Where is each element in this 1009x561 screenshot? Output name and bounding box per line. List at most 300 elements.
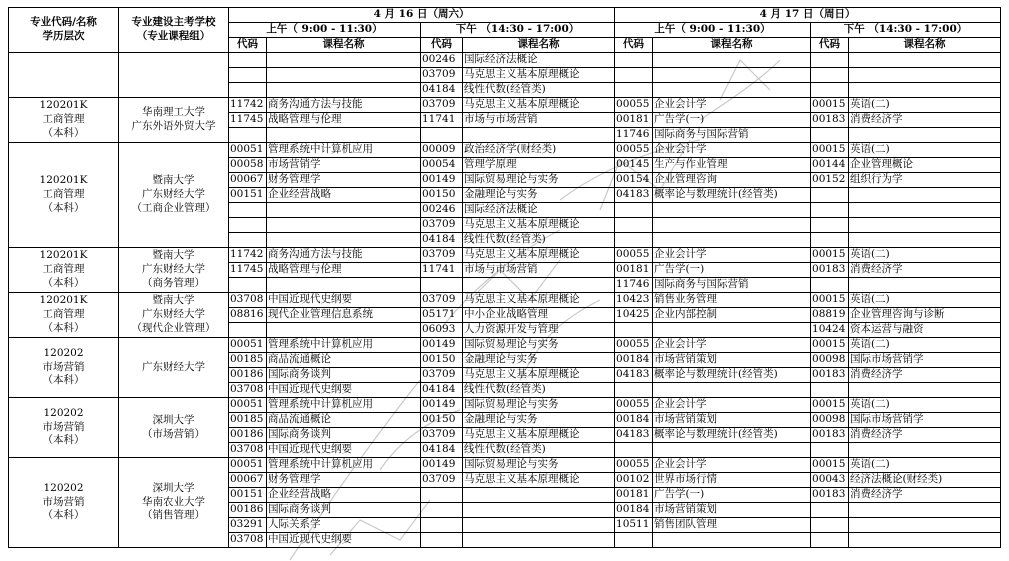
- course-code-cell: 00051: [229, 338, 267, 353]
- course-name-cell: 政治经济学(财经类): [463, 143, 615, 158]
- course-name-cell: 马克思主义基本原理概论: [463, 98, 615, 113]
- course-code-cell: [229, 233, 267, 248]
- course-header: 课程名称: [849, 38, 1001, 53]
- course-name-cell: 消费经济学: [849, 263, 1001, 278]
- course-code-cell: 10511: [615, 518, 653, 533]
- course-code-cell: 03708: [229, 533, 267, 548]
- course-code-cell: 03709: [421, 473, 463, 488]
- course-code-cell: 06093: [421, 323, 463, 338]
- course-code-cell: 00015: [811, 248, 849, 263]
- course-name-cell: [849, 443, 1001, 458]
- course-code-cell: 00151: [229, 188, 267, 203]
- course-name-cell: 线性代数(经管类): [463, 83, 615, 98]
- course-name-cell: 马克思主义基本原理概论: [463, 218, 615, 233]
- code-header: 代码: [811, 38, 849, 53]
- school-line: 华南农业大学: [142, 495, 205, 508]
- major-cell: [9, 98, 119, 143]
- course-code-cell: [811, 203, 849, 218]
- course-code-cell: 04183: [615, 368, 653, 383]
- course-code-cell: 11745: [229, 113, 267, 128]
- course-code-cell: 03709: [421, 368, 463, 383]
- course-name-cell: 市场营销策划: [653, 413, 811, 428]
- course-name-cell: 国际贸易理论与实务: [463, 173, 615, 188]
- course-name-cell: 销售团队管理: [653, 518, 811, 533]
- course-name-cell: 企业管理咨询: [653, 173, 811, 188]
- course-code-cell: [421, 278, 463, 293]
- course-code-cell: 00150: [421, 188, 463, 203]
- school-line: （现代企业管理）: [131, 321, 216, 334]
- course-name-cell: 金融理论与实务: [463, 188, 615, 203]
- major-line: 120201K: [39, 99, 88, 112]
- course-code-cell: 11742: [229, 98, 267, 113]
- course-name-cell: 概率论与数理统计(经管类): [653, 368, 811, 383]
- course-name-cell: 市场营销策划: [653, 503, 811, 518]
- course-code-cell: 00015: [811, 143, 849, 158]
- course-name-cell: 市场与市场营销: [463, 113, 615, 128]
- course-code-cell: 00145: [615, 158, 653, 173]
- table-row: [9, 338, 1001, 353]
- school-line: 深圳大学: [152, 481, 195, 494]
- course-name-cell: [267, 53, 421, 68]
- course-code-cell: 00183: [811, 368, 849, 383]
- course-name-cell: 线性代数(经管类): [463, 383, 615, 398]
- major-line: 工商管理: [42, 113, 85, 126]
- course-code-cell: 00015: [811, 338, 849, 353]
- major-cell: [9, 338, 119, 398]
- course-name-cell: [849, 128, 1001, 143]
- course-name-cell: [653, 533, 811, 548]
- major-line: 工商管理: [42, 188, 85, 201]
- course-code-cell: [811, 503, 849, 518]
- course-code-cell: 00009: [421, 143, 463, 158]
- course-name-cell: 管理系统中计算机应用: [267, 398, 421, 413]
- course-code-cell: 00144: [811, 158, 849, 173]
- course-name-cell: 马克思主义基本原理概论: [463, 473, 615, 488]
- course-name-cell: [849, 203, 1001, 218]
- course-name-cell: 英语(二): [849, 143, 1001, 158]
- course-code-cell: 00055: [615, 338, 653, 353]
- course-code-cell: [229, 278, 267, 293]
- course-name-cell: [849, 533, 1001, 548]
- course-code-cell: 03291: [229, 518, 267, 533]
- table-row: [9, 248, 1001, 263]
- course-code-cell: 00183: [811, 263, 849, 278]
- course-name-cell: 线性代数(经管类): [463, 443, 615, 458]
- school-line: 广东财经大学: [142, 360, 205, 373]
- course-code-cell: [615, 203, 653, 218]
- course-code-cell: [811, 518, 849, 533]
- course-code-cell: 00185: [229, 413, 267, 428]
- major-line: （本科）: [42, 509, 85, 522]
- course-header: 课程名称: [653, 38, 811, 53]
- course-name-cell: 消费经济学: [849, 368, 1001, 383]
- major-line: 120202: [43, 406, 84, 419]
- course-code-cell: 00152: [811, 173, 849, 188]
- course-name-cell: 世界市场行情: [653, 473, 811, 488]
- course-code-cell: 03709: [421, 428, 463, 443]
- course-code-cell: 00054: [421, 158, 463, 173]
- table-row: [9, 458, 1001, 473]
- course-name-cell: 国际经济法概论: [463, 203, 615, 218]
- course-name-cell: 马克思主义基本原理概论: [463, 293, 615, 308]
- course-code-cell: 04184: [421, 233, 463, 248]
- course-name-cell: 中国近现代史纲要: [267, 533, 421, 548]
- course-name-cell: 管理系统中计算机应用: [267, 338, 421, 353]
- course-code-cell: 00183: [811, 488, 849, 503]
- course-name-cell: [463, 278, 615, 293]
- course-name-cell: [653, 383, 811, 398]
- course-code-cell: 00015: [811, 98, 849, 113]
- course-header: 课程名称: [267, 38, 421, 53]
- course-code-cell: 00184: [615, 353, 653, 368]
- course-code-cell: 00015: [811, 458, 849, 473]
- course-name-cell: 人际关系学: [267, 518, 421, 533]
- course-name-cell: [653, 68, 811, 83]
- course-name-cell: 企业会计学: [653, 98, 811, 113]
- course-name-cell: [267, 128, 421, 143]
- course-name-cell: 国际贸易理论与实务: [463, 458, 615, 473]
- course-code-cell: 00183: [811, 428, 849, 443]
- course-name-cell: 概率论与数理统计(经管类): [653, 428, 811, 443]
- course-name-cell: 国际商务谈判: [267, 428, 421, 443]
- course-code-cell: [615, 383, 653, 398]
- course-code-cell: 08819: [811, 308, 849, 323]
- course-name-cell: [267, 278, 421, 293]
- course-code-cell: [615, 53, 653, 68]
- course-code-cell: 05171: [421, 308, 463, 323]
- day1-header: 4 月 16 日（周六）: [229, 8, 615, 23]
- schedule-body: [9, 53, 1001, 548]
- exam-schedule-table: [8, 7, 1001, 548]
- course-name-cell: 国际经济法概论: [463, 53, 615, 68]
- course-name-cell: 企业会计学: [653, 338, 811, 353]
- course-name-cell: 消费经济学: [849, 428, 1001, 443]
- course-name-cell: 概率论与数理统计(经管类): [653, 188, 811, 203]
- course-code-cell: 00183: [811, 113, 849, 128]
- course-name-cell: 金融理论与实务: [463, 353, 615, 368]
- course-code-cell: [615, 68, 653, 83]
- course-name-cell: 财务管理学: [267, 173, 421, 188]
- course-code-cell: 00043: [811, 473, 849, 488]
- course-name-cell: 商品流通概论: [267, 353, 421, 368]
- course-name-cell: 企业经营战略: [267, 188, 421, 203]
- course-name-cell: [653, 443, 811, 458]
- course-code-cell: [615, 218, 653, 233]
- course-code-cell: 00246: [421, 53, 463, 68]
- school-line: （工商企业管理）: [131, 201, 216, 214]
- course-name-cell: [653, 83, 811, 98]
- course-code-cell: [811, 188, 849, 203]
- major-cell: [9, 248, 119, 293]
- major-line: （本科）: [42, 126, 85, 139]
- course-name-cell: 销售业务管理: [653, 293, 811, 308]
- course-code-cell: [615, 323, 653, 338]
- major-line: 市场营销: [42, 420, 85, 433]
- course-name-cell: 商务沟通方法与技能: [267, 98, 421, 113]
- course-name-cell: 战略管理与伦理: [267, 263, 421, 278]
- course-name-cell: 中国近现代史纲要: [267, 443, 421, 458]
- course-code-cell: [811, 218, 849, 233]
- course-code-cell: [811, 53, 849, 68]
- course-code-cell: [229, 83, 267, 98]
- course-name-cell: 企业会计学: [653, 143, 811, 158]
- course-code-cell: 04183: [615, 428, 653, 443]
- course-code-cell: 00149: [421, 338, 463, 353]
- course-code-cell: 00058: [229, 158, 267, 173]
- course-code-cell: [615, 233, 653, 248]
- course-name-cell: [463, 128, 615, 143]
- course-name-cell: [849, 518, 1001, 533]
- course-name-cell: 英语(二): [849, 98, 1001, 113]
- course-name-cell: [849, 503, 1001, 518]
- course-code-cell: 00015: [811, 293, 849, 308]
- code-header: 代码: [229, 38, 267, 53]
- course-name-cell: 国际商务与国际营销: [653, 128, 811, 143]
- school-cell: [119, 398, 229, 458]
- course-code-cell: 00067: [229, 473, 267, 488]
- table-row: [9, 143, 1001, 158]
- course-code-cell: 00055: [615, 398, 653, 413]
- course-name-cell: 企业管理概论: [849, 158, 1001, 173]
- course-code-cell: 00186: [229, 503, 267, 518]
- course-name-cell: 经济法概论(财经类): [849, 473, 1001, 488]
- course-name-cell: 国际商务谈判: [267, 368, 421, 383]
- major-line: 市场营销: [42, 495, 85, 508]
- course-code-cell: [811, 83, 849, 98]
- course-code-cell: [811, 233, 849, 248]
- course-code-cell: 03709: [421, 68, 463, 83]
- school-line: 深圳大学: [152, 413, 195, 426]
- major-cell: [9, 293, 119, 338]
- major-line: （本科）: [42, 374, 85, 387]
- course-code-cell: 00098: [811, 413, 849, 428]
- course-code-cell: 00181: [615, 488, 653, 503]
- course-name-cell: [653, 323, 811, 338]
- course-code-cell: 00051: [229, 143, 267, 158]
- major-line: 120201K: [39, 249, 88, 262]
- school-cell: [119, 293, 229, 338]
- course-name-cell: 财务管理学: [267, 473, 421, 488]
- course-name-cell: 市场与市场营销: [463, 263, 615, 278]
- course-code-cell: [811, 533, 849, 548]
- course-name-cell: 英语(二): [849, 338, 1001, 353]
- course-code-cell: 00055: [615, 143, 653, 158]
- school-cell: [119, 458, 229, 548]
- course-code-cell: 00098: [811, 353, 849, 368]
- course-code-cell: [421, 533, 463, 548]
- course-code-cell: 00150: [421, 353, 463, 368]
- course-name-cell: [849, 218, 1001, 233]
- course-code-cell: 00149: [421, 173, 463, 188]
- table-row: [9, 53, 1001, 68]
- school-line: 暨南大学: [152, 294, 195, 307]
- course-code-cell: 03708: [229, 383, 267, 398]
- course-name-cell: [653, 53, 811, 68]
- day1-pm-header: 下午 （14:30 - 17:00）: [421, 23, 615, 38]
- major-line: 120201K: [39, 294, 88, 307]
- course-code-cell: 11746: [615, 128, 653, 143]
- course-code-cell: 00154: [615, 173, 653, 188]
- course-name-cell: 管理系统中计算机应用: [267, 143, 421, 158]
- course-name-cell: 广告学(一): [653, 113, 811, 128]
- course-name-cell: 消费经济学: [849, 488, 1001, 503]
- day2-pm-header: 下午 （14:30 - 17:00）: [811, 23, 1001, 38]
- course-name-cell: 资本运营与融资: [849, 323, 1001, 338]
- course-code-cell: [811, 443, 849, 458]
- course-name-cell: 企业管理咨询与诊断: [849, 308, 1001, 323]
- course-name-cell: 市场营销学: [267, 158, 421, 173]
- course-code-cell: 00184: [615, 503, 653, 518]
- course-name-cell: 广告学(一): [653, 488, 811, 503]
- school-line: 广东财经大学: [142, 308, 205, 321]
- course-code-cell: 08816: [229, 308, 267, 323]
- school-line: 华南理工大学: [142, 106, 205, 119]
- course-code-cell: 00151: [229, 488, 267, 503]
- course-name-cell: 金融理论与实务: [463, 413, 615, 428]
- course-code-cell: [421, 503, 463, 518]
- course-code-cell: 11746: [615, 278, 653, 293]
- course-code-cell: [811, 383, 849, 398]
- course-code-cell: 03709: [421, 293, 463, 308]
- course-name-cell: [267, 323, 421, 338]
- course-name-cell: 国际贸易理论与实务: [463, 338, 615, 353]
- table-row: [9, 293, 1001, 308]
- course-name-cell: 国际商务谈判: [267, 503, 421, 518]
- course-code-cell: 04183: [615, 188, 653, 203]
- course-name-cell: [267, 83, 421, 98]
- course-code-cell: [421, 488, 463, 503]
- course-name-cell: [267, 68, 421, 83]
- course-name-cell: 组织行为学: [849, 173, 1001, 188]
- course-code-cell: 03708: [229, 443, 267, 458]
- major-cell: [9, 458, 119, 548]
- course-name-cell: 管理系统中计算机应用: [267, 458, 421, 473]
- course-code-cell: 00246: [421, 203, 463, 218]
- course-name-cell: 企业会计学: [653, 248, 811, 263]
- course-name-cell: 市场营销策划: [653, 353, 811, 368]
- course-code-cell: 00055: [615, 98, 653, 113]
- course-name-cell: 消费经济学: [849, 113, 1001, 128]
- course-name-cell: 中国近现代史纲要: [267, 383, 421, 398]
- school-line: 暨南大学: [152, 174, 195, 187]
- major-cell: [9, 398, 119, 458]
- course-code-cell: 11741: [421, 263, 463, 278]
- major-cell: [9, 53, 119, 98]
- school-cell: [119, 53, 229, 98]
- course-code-cell: [229, 53, 267, 68]
- course-name-cell: 商务沟通方法与技能: [267, 248, 421, 263]
- school-cell: [119, 338, 229, 398]
- course-code-cell: 00149: [421, 398, 463, 413]
- course-name-cell: 现代企业管理信息系统: [267, 308, 421, 323]
- course-name-cell: [653, 233, 811, 248]
- course-code-cell: [229, 68, 267, 83]
- school-line: （销售管理）: [142, 509, 205, 522]
- course-code-cell: [421, 518, 463, 533]
- course-code-cell: 10424: [811, 323, 849, 338]
- course-name-cell: 英语(二): [849, 293, 1001, 308]
- course-name-cell: 中小企业战略管理: [463, 308, 615, 323]
- code-header: 代码: [421, 38, 463, 53]
- major-line: 市场营销: [42, 360, 85, 373]
- course-code-cell: [811, 128, 849, 143]
- course-name-cell: [849, 188, 1001, 203]
- course-name-cell: 线性代数(经管类): [463, 233, 615, 248]
- day1-am-header: 上午（ 9:00 - 11:30）: [229, 23, 421, 38]
- course-code-cell: [615, 443, 653, 458]
- course-code-cell: 04184: [421, 83, 463, 98]
- course-code-cell: [615, 83, 653, 98]
- major-line: 120202: [43, 481, 84, 494]
- day2-am-header: 上午（ 9:00 - 11:30）: [615, 23, 811, 38]
- major-cell: [9, 143, 119, 248]
- school-line: （市场营销）: [142, 427, 205, 440]
- course-code-cell: [421, 128, 463, 143]
- school-line: 广东财经大学: [142, 188, 205, 201]
- major-line: 工商管理: [42, 308, 85, 321]
- course-name-cell: [849, 68, 1001, 83]
- course-name-cell: 企业会计学: [653, 398, 811, 413]
- course-name-cell: [463, 518, 615, 533]
- course-name-cell: 英语(二): [849, 398, 1001, 413]
- course-name-cell: 企业经营战略: [267, 488, 421, 503]
- school-line: 广东财经大学: [142, 263, 205, 276]
- course-name-cell: 马克思主义基本原理概论: [463, 68, 615, 83]
- course-name-cell: [267, 218, 421, 233]
- major-line: 120201K: [39, 174, 88, 187]
- course-code-cell: 03709: [421, 218, 463, 233]
- major-line: 120202: [43, 346, 84, 359]
- course-code-cell: 00055: [615, 248, 653, 263]
- course-name-cell: [463, 503, 615, 518]
- course-code-cell: 00051: [229, 458, 267, 473]
- course-code-cell: 00102: [615, 473, 653, 488]
- course-name-cell: 企业会计学: [653, 458, 811, 473]
- course-name-cell: 战略管理与伦理: [267, 113, 421, 128]
- major-line: （本科）: [42, 434, 85, 447]
- course-code-cell: 00055: [615, 458, 653, 473]
- course-code-cell: [229, 203, 267, 218]
- course-name-cell: [849, 383, 1001, 398]
- course-code-cell: 10423: [615, 293, 653, 308]
- course-name-cell: 马克思主义基本原理概论: [463, 368, 615, 383]
- course-name-cell: 英语(二): [849, 458, 1001, 473]
- course-code-cell: 00015: [811, 398, 849, 413]
- course-code-cell: 03709: [421, 98, 463, 113]
- course-code-cell: 11741: [421, 113, 463, 128]
- day2-header: 4 月 17 日（周日）: [615, 8, 1001, 23]
- course-code-cell: 00149: [421, 458, 463, 473]
- course-name-cell: 人力资源开发与管理: [463, 323, 615, 338]
- course-code-cell: 00186: [229, 428, 267, 443]
- school-column-header: 专业建设主考学校 （专业课程组）: [119, 8, 229, 53]
- course-name-cell: [849, 53, 1001, 68]
- course-name-cell: 马克思主义基本原理概论: [463, 428, 615, 443]
- course-name-cell: 马克思主义基本原理概论: [463, 248, 615, 263]
- course-name-cell: [653, 203, 811, 218]
- course-code-cell: 04184: [421, 383, 463, 398]
- major-line: （本科）: [42, 276, 85, 289]
- course-name-cell: [653, 218, 811, 233]
- course-name-cell: 国际市场营销学: [849, 413, 1001, 428]
- school-line: （商务管理）: [142, 276, 205, 289]
- course-code-cell: 04184: [421, 443, 463, 458]
- course-code-cell: [615, 533, 653, 548]
- course-name-cell: 生产与作业管理: [653, 158, 811, 173]
- course-name-cell: [463, 488, 615, 503]
- course-header: 课程名称: [463, 38, 615, 53]
- course-name-cell: [849, 233, 1001, 248]
